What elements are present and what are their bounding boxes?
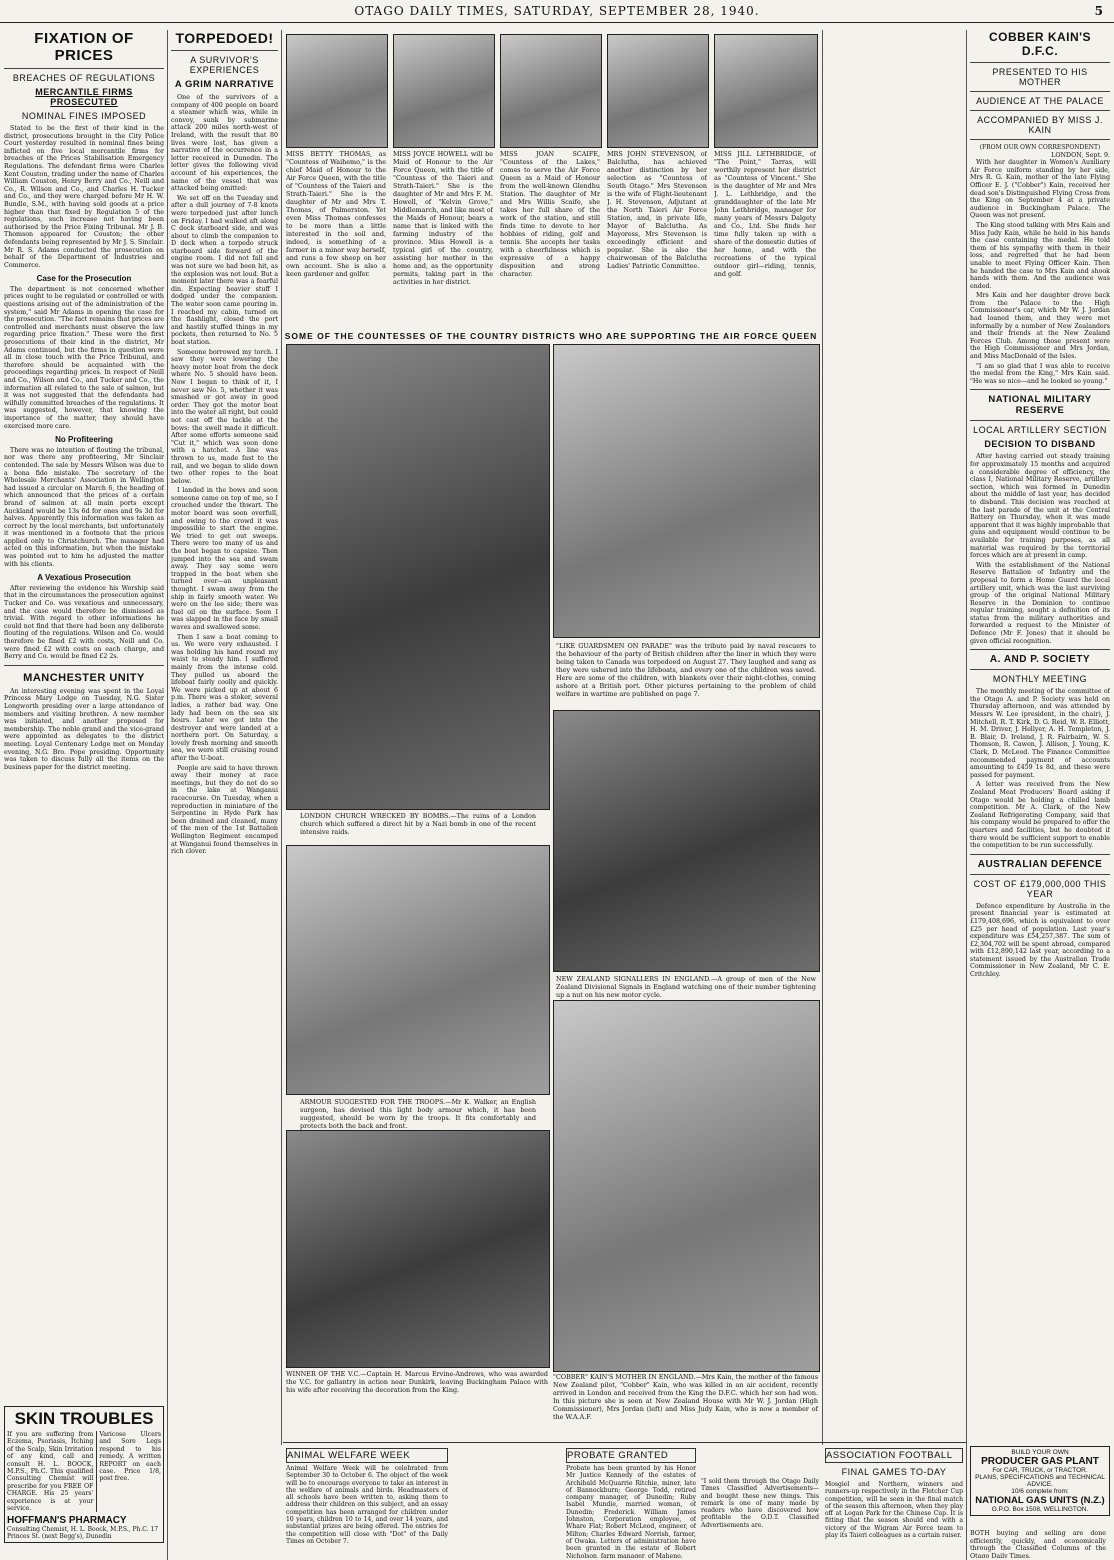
photo-caption-kain: "COBBER" KAIN'S MOTHER IN ENGLAND.—Mrs Kain, the mother of the famous New Zealand pilot, "Cobber" Kain, who was killed in an air accident, recently arrived in London and received from the King the D.F.C. which her son had won. In this picture she is seen at New Zealand House with Mr W. J. Jordan (High Commissioner), Mrs Jordan (left) and Miss Judy Kain, who is now a member of the W.A.A.F. [553, 1373, 818, 1421]
headline: COBBER KAIN'S D.F.C. [988, 30, 1092, 58]
article-body: Mosgiel and Northern, winners and runners-up respectively in the Fletcher Cup competition, will be seen in the final match of the season this afternoon, when they play off at Logan Park for the Chinese Cup. It is fitting that the season should end with a victory of the Wigram Air Force team to play its Taieri colleagues as a curtain raiser. [825, 1481, 963, 1540]
subheading: LOCAL ARTILLERY SECTION [973, 425, 1107, 436]
headline: AUSTRALIAN DEFENCE [977, 858, 1103, 870]
paragraph: The monthly meeting of the committee of the Otago A. and P. Society was held on Thursday afternoon, and was attended by Messrs W. Lee (president, in the chair), J. Mitchell, R. T. Kirk, D. G. Reid, W. R. Elliott, H. M. Driver, J. Hellyer, A. H. Templeton, J. B. Blair, D. Ireland, J. R. Fairbairn, W. S. Thomson, R. Cawen, J. Allison, J. Young, K. Clark, D. McLeod. The Finance Committee recommended payment of accounts amounting to £459 1s 8d, and these were passed for payment. [970, 688, 1110, 779]
headline: TORPEDOED! [175, 30, 274, 46]
article-body [970, 453, 1110, 645]
photo-caption-signallers: NEW ZEALAND SIGNALLERS IN ENGLAND.—A group of men of the New Zealand Divisional Signals in England watching one of their number tightening up a nut on his new motor cycle. [556, 975, 816, 999]
testimonial [701, 1448, 819, 1558]
masthead-title: OTAGO DAILY TIMES, SATURDAY, SEPTEMBER 28, 1940. [354, 4, 760, 18]
ad-address: Consulting Chemist, H. L. Boock, M.P.S., Ph.C. 17 Princes St. (next Begg's), Dunedin [7, 1526, 159, 1541]
church-photo [286, 344, 550, 810]
paragraph: "I am so glad that I was able to receive the medal from the King," Mrs Kain said. "He was so nice—and he looked so young." [970, 362, 1110, 385]
subheading: COST OF £179,000,000 THIS YEAR [973, 878, 1107, 899]
paragraph: I landed in the bows and soon someone came on top of me, so I crouched under the thwart. The motor board was soon overfull, and owing to the crowd it was impossible to start the engine. We tried to get out sweeps. There were too many of us and the boat began to capsize. Then jumped into the sea and swam away. They say some were trapped in the boat when she turned over—an unpleasant thought. I swam away from the ship in fairly smooth water. We were on the lee side; there was fuel oil on the surface. Soon I was slapped in the face by small waves and swallowed some. [171, 487, 278, 631]
article-torpedoed [171, 30, 278, 1448]
article-animal-welfare [286, 1448, 448, 1558]
advertisement-gas-plant [970, 1446, 1110, 1516]
headline: FIXATION OF PRICES [34, 30, 134, 64]
article-probate [566, 1448, 696, 1558]
portrait-photo [500, 34, 602, 148]
portrait-caption: MISS JOAN SCAIFE, "Countess of the Lakes," comes to serve the Air Force Queen as a Maid of Honour from the well-known Glendhu Station. The daughter of Mr and Mrs Willis Scaife, she takes her full share of the work of the station, and still finds time to devote to her hobbies of riding, golf and tennis. She accepts her tasks with a cheerfulness which is expressive of a happy disposition and strong character. [500, 150, 600, 278]
paragraph: We set off on the Tuesday and after a dull journey of 7-8 knots were torpedoed just after lunch on Friday. I had walked aft along C deck starboard side, and was about to climb the companion to D deck when a torpedo struck starboard side forward of the engine room. I did not fall and was not sure we had been hit, as the explosion was not loud. But a moment later there was a fearful din. Expecting heavier stuff I dodged under the companion. The water soon came pouring in. I reached my cabin, turned on the flashlight, closed the port and hastily stuffed things in my pockets, then returned to No. 5 boat station. [171, 194, 278, 346]
paragraph: With the establishment of the National Reserve Battalion of Infantry and the proposal to form a Home Guard the local artillery unit, which was the last surviving group of the original National Military Reserve in the Dominion to continue regular training, sought a definition of its status from the military authorities and forwarded a request to the Minister of Defence (Mr F. Jones) that it should be given official recognition. [970, 561, 1110, 645]
armour-photo [286, 845, 550, 1095]
article-body [970, 903, 1110, 979]
ad-title: SKIN TROUBLES [14, 1409, 154, 1428]
portrait-caption: MRS JOHN STEVENSON, of Balclutha, has achieved another distinction by her selection as "Countess of South Otago." Mrs Stevenson is the wife of Flight-lieutenant J. H. Stevenson, Adjutant at the North Taieri Air Force Station, and, in private life, Mayor of Balclutha. As Mayoress, Mrs Stevenson is exceedingly efficient and popular. She is also the chairwoman of the Balclutha Ladies' Patriotic Committee. [607, 150, 707, 270]
section-heading: A Vexatious Prosecution [37, 573, 131, 583]
ad-line: NATIONAL GAS UNITS (N.Z.) [975, 1495, 1105, 1506]
portrait-photo [607, 34, 709, 148]
page-number: 5 [1094, 4, 1104, 18]
headline: MANCHESTER UNITY [23, 671, 145, 684]
paragraph: With her daughter in Women's Auxiliary Air Force uniform standing by her side, Mrs R. G. Kain, mother of the late Flying Officer E. J. ("Cobber") Kain, received her dead son's Distinguished Flying Cross from the King on September 4 at a private audience in Buckingham Palace. The Queen was not present. [970, 159, 1110, 220]
article-body [171, 94, 278, 856]
subheading: DECISION TO DISBAND [984, 439, 1096, 450]
article-body [970, 688, 1110, 849]
headline: NATIONAL MILITARY RESERVE [988, 394, 1092, 417]
ad-line: PRODUCER GAS PLANT [981, 1456, 1099, 1467]
ad-pharmacy-name: HOFFMAN'S PHARMACY [7, 1515, 127, 1527]
paragraph: Someone borrowed my torch. I saw they were lowering the heavy motor boat from the deck where No. 5 should have been. Now I began to think of it, I never saw No. 5, whether it was smashed or got away in good order. They got the motor boat into the water all right, but could not cast off the tackle at the bows: the swell made it difficult. After some efforts someone said "Cut it," which was soon done with a hatchet. A line was thrown to us, made fast to the rail, and we began to slide down two other ropes to the boat below. [171, 348, 278, 485]
ad-side-text: Varicose Ulcers and Sore Legs respond to his remedy. A written REPORT on each case. Price 1/8, post free. [96, 1431, 161, 1512]
portrait-photo [714, 34, 818, 148]
portrait-photo [393, 34, 495, 148]
paragraph: Then I saw a boat coming to us. We were very exhausted. I was holding his hand round my waist to steady him. I suffered mainly from the intense cold. They pulled us aboard the lifeboat fairly coolly and quickly. We were picked up at about 6 p.m. There was a stoker, several ladies, a rather bad way. One lady had been on the sea six hours. Later we got into the destroyer and were landed at a northern port. On Saturday, a lovely fresh morning and smooth sea, we were still cruising round after the U-boat. [171, 633, 278, 763]
section-heading: No Profiteering [55, 435, 113, 445]
ad-line: 10/6 complete from: [1011, 1488, 1069, 1495]
article-cobber-kain [970, 30, 1110, 1558]
column-rule [822, 30, 823, 1445]
paragraph: Defence expenditure by Australia in the present financial year is estimated at £179,408,696, which is equivalent to over £25 per head of population. Last year's expenditure was £54,257,387. The sum of £2,304,702 will be spent abroad, compared with £12,890,142 last year, according to a statement issued by the Australian Trade Commissioner in New Zealand, Mr C. E. Critchley. [970, 902, 1110, 979]
subheading: BREACHES OF REGULATIONS [12, 73, 156, 83]
vc-winner-photo [286, 1130, 550, 1368]
bottom-strip-rule [283, 1442, 966, 1443]
section-heading: Case for the Prosecution [36, 274, 132, 284]
photo-banner: SOME OF THE COUNTESSES OF THE COUNTRY DISTRICTS WHO ARE SUPPORTING THE AIR FORCE QUEEN [284, 331, 818, 341]
subheading: NOMINAL FINES IMPOSED [21, 111, 147, 121]
subheading: A SURVIVOR'S EXPERIENCES [189, 55, 260, 75]
ad-line: For CAR, TRUCK, or TRACTOR. [992, 1467, 1088, 1474]
children-photo [553, 344, 820, 638]
article-body: Animal Welfare Week will be celebrated from September 30 to October 6. The object of the week will be to encourage everyone to take an interest in the welfare of animals and birds. Headmasters of all schools have been written to, asking them to address their children on this subject, and an essay competition has been arranged for children under 10 years, children 10 to 14, and over 14 years, and substantial prizes are being offered. The entries for the competition will close with "Dot" of the Daily Times on October 7. [286, 1465, 448, 1545]
paragraph: One of the survivors of a company of 400 people on board a steamer which was, while in convoy, sunk by submarine attack 200 miles north-west of Ireland, with the result that 80 lives were lost, has given a narrative of the occurrence in a letter received in Dunedin. The letter gives the following vivid account of his experiences, the name of the vessel that was attacked being omitted: [171, 94, 278, 193]
paragraph: Mrs Kain and her daughter drove back from the Palace to the High Commissioner's car, which Mr W. J. Jordan had loaned them, and they were met informally by a number of New Zealanders and their friends at the New Zealand Forces Club. Among those present were the High Commissioner and Mrs Jordan, and Miss MacDonald of the Isles. [970, 292, 1110, 361]
paragraph: A letter was received from the New Zealand Meat Producers' Board asking if Otago would be holding a chilled lamb competition. Mr A. Clark, of the New Zealand Refrigerating Company, said that his company would be prepared to offer the quarters and facilities, but he doubted if there would be sufficient support to enable the competition to be run successfully. [970, 781, 1110, 850]
subheading: AUDIENCE AT THE PALACE [976, 96, 1104, 106]
subheading: MONTHLY MEETING [992, 674, 1088, 685]
column-rule [167, 30, 168, 1560]
dateline: (FROM OUR OWN CORRESPONDENT) [979, 144, 1101, 151]
column-rule [966, 30, 967, 1560]
subheading: PRESENTED TO HIS MOTHER [992, 67, 1088, 87]
headline: ANIMAL WELFARE WEEK [286, 1448, 448, 1463]
classified-notice: BOTH buying and selling are done efficiently, quickly, and economically through the Classified Columns of the Otago Daily Times. [970, 1530, 1106, 1558]
paragraph: After reviewing the evidence his Worship said that in the circumstances the prosecution against Tucker and Co. was vexatious and unnecessary, and the case would therefore be dismissed as trivial. With regard to other informations he could not find that there had been any deliberate flouting of the regulations. Wilson and Co. would therefore be fined £2 with costs, Neill and Co. were fined £2 with costs on each charge, and Berry and Co. would be fined £2 2s. [4, 584, 164, 661]
place-date: LONDON, Sept. 9. [1051, 151, 1110, 159]
article-fixation-of-prices [4, 30, 164, 1558]
ad-line: PLANS, SPECIFICATIONS and TECHNICAL ADVICE. [975, 1474, 1105, 1488]
article-body: Probate has been granted by his Honor Mr Justice Kennedy of the estates of Archibald McQuarrie Ritchie, miner, late of Bannockburn; George Todd, retired company manager, of Dunedin; Ruby Isabel Mundie, married woman, of Dunedin; Frederick William James Johnston, Corporation employee, of Whare Flat; Robert McLeod, engineer, of Milton; Charles Edward Norrish, farmer, of Owaka. Letters of administration have been granted in the estate of Robert Nicholson, farm manager, of Maheno. [566, 1465, 696, 1558]
column-rule [281, 30, 282, 1445]
signallers-photo [553, 710, 820, 972]
paragraph: An interesting evening was spent in the Loyal Princess Mary Lodge on Tuesday, N.G. Sister Longworth presiding over a large attendance of members and visiting brethren. A new member was initiated, and another proposed for membership. The noble grand and the vice-grand were appointed as delegates to the district meeting. Loyal Centenary Lodge met on Monday evening, N.G. Bro. Pope presiding. Opportunity was taken to discuss fully all the items on the business paper for the district meeting. [4, 687, 164, 771]
paragraph: People are said to have thrown away their money at race meetings, but they do not do so in the lake at Wanganui racecourse. On Tuesday, when a reproduction in miniature of the Serpentine in Hyde Park has been drained and cleaned, many of the men of the 1st Battalion Wellington Regiment encamped at Wanganui found themselves in rich clover. [171, 764, 278, 856]
subheading: MERCANTILE FIRMS PROSECUTED [35, 87, 133, 107]
subheading: ACCOMPANIED BY MISS J. KAIN [977, 115, 1103, 135]
photo-caption-guardsmen: "LIKE GUARDSMEN ON PARADE" was the tribute paid by naval rescuers to the behaviour of the party of British children after the liner in which they were being taken to Canada was torpedoed on August 27. They laughed and sang as they were ushered into the lifeboats, and every one of the children was saved. Here are some of the children, with blankets over their night-clothes, coming ashore at a British port. Other pictures pertaining to the problem of child welfare in wartime are published on page 7. [556, 642, 816, 698]
portrait-caption: MISS JILL LETHBRIDGE, of "The Point," Tarras, will worthily represent her district as "Countess of Vincent." She is the daughter of Mr and Mrs J. L. Lethbridge, and the granddaughter of the late Mr John Lethbridge, manager for many years of Messrs Dalgety and Co., Ltd. She finds her time fully taken up with a share of the domestic duties of her home, and with the recreations of the typical outdoor girl—riding, tennis, and golf. [714, 150, 816, 278]
subheading: FINAL GAMES TO-DAY [841, 1467, 947, 1477]
photo-caption-armour: ARMOUR SUGGESTED FOR THE TROOPS.—Mr K. Walker, an English surgeon, has devised this light body armour which, it has been suggested, should be worn by the troops. It fits comfortably and protects both the back and front. [300, 1098, 536, 1130]
photo-caption-church: LONDON CHURCH WRECKED BY BOMBS.—The ruins of a London church which suffered a direct hit by a Nazi bomb in one of the recent intensive raids. [300, 812, 536, 836]
ad-line: BUILD YOUR OWN [1011, 1449, 1069, 1456]
paragraph: After having carried out steady training for approximately 15 months and acquired a considerable degree of efficiency, the class I, National Military Reserve, artillery section, which was formed in Dunedin about the middle of last year, has decided to disband. This decision was reached at the last parade of the unit at the Central Battery on Thursday, when it was made apparent that it was highly improbable that guns and equipment would continue to be available for training purposes, as all material was required by the territorial forces which are at present in camp. [970, 453, 1110, 560]
article-body [4, 688, 164, 772]
headline: ASSOCIATION FOOTBALL [825, 1448, 963, 1463]
paragraph: The department is not concerned whether prices ought to be regulated or controlled or with questions arising out of the administration of the system," said Mr Adams in opening the case for the prosecution. "The fact remains that prices are controlled and merchants must observe the law regarding price fixation." These were the first prosecutions of their kind in the district, Mr Adams continued, but the firms in question were all in close touch with the Price Tribunal, and therefore should be acquainted with the proceedings regarding prices. In respect of Neill and Co., Wilson and Co., and Tucker and Co., the information all related to the sale of salmon, but it was not suggested that the defendants had wilfully committed breaches of the regulations. It was suggested, however, that knowing the importance of the matter, they should have exercised more care. [4, 285, 164, 430]
masthead [0, 0, 1114, 23]
headline: PROBATE GRANTED [566, 1448, 696, 1463]
paragraph: There was no intention of flouting the tribunal, nor was there any profiteering, Mr Sinclair contended. The sale by Messrs Wilson was due to a bona fide mistake. The secretary of the Wholesale Merchants' Association in Wellington had issued a circular on March 6, the heading of which announced that the prices of a certain brand of salmon at all main ports except Auckland would be 13s 6d for ones and 9s 3d for halves. Apparently this information was taken as correct by the local merchants, but unfortunately it was mentioned in a footnote that the prices applied only to Christchurch. The manager had acted on this information, but when the mistake was pointed out to him he adjusted the matter with his clients. [4, 446, 164, 568]
testimonial-text: "I sold them through the Otago Daily Times Classified Advertisements—and bought these new things. This remark is one of many made by readers who have discovered how profitable the O.D.T. Classified Advertisements are. [701, 1478, 819, 1529]
article-body [970, 159, 1110, 385]
portrait-caption: MISS JOYCE HOWELL will be Maid of Honour to the Air Force Queen, with the title of "Countess of the Taieri and Strath-Taieri." She is the daughter of Mr and Mrs F. M. Howell, of "Kelvin Grove," Middlemarch, and like most of the Maids of Honour, bears a name that is linked with the farming industry of the province. Miss Howell is a typical girl of the country, assisting her mother in the home and, as the opportunity permits, taking part in the activities in her district. [393, 150, 493, 286]
article-association-football [825, 1448, 963, 1558]
article-body [4, 125, 164, 661]
kain-mother-photo [553, 1000, 820, 1372]
paragraph: The King stood talking with Mrs Kain and Miss Judy Kain, while he held in his hands the case containing the medal. He told them of his sympathy with them in their loss, and regretted that he had been unable to meet Flying Officer Kain. Then he handed the case to Mrs Kain and shook hands with them. And the audience was ended. [970, 221, 1110, 290]
ad-line: G.P.O. Box 1508, WELLINGTON. [991, 1506, 1089, 1513]
subheading: A GRIM NARRATIVE [174, 79, 275, 90]
article-animal-welfare-cont [453, 1448, 561, 1558]
portrait-photo [286, 34, 388, 148]
photo-caption-vc: WINNER OF THE V.C.—Captain H. Marcus Ervine-Andrews, who was awarded the V.C. for gallantry in action near Dunkirk, leaving Buckingham Palace with his wife after receiving the decoration from the King. [286, 1370, 548, 1394]
headline: A. AND P. SOCIETY [989, 654, 1091, 666]
ad-text: If you are suffering from Eczema, Psoriasis, Itching of the Scalp, Skin Irritation of any kind, call and consult H. L. BOOCK, M.P.S., Ph.C. This qualified Consulting Chemist will prescribe for you FREE OF CHARGE. His 25 years' experience is at your service. [7, 1431, 94, 1513]
advertisement-hoffmans [4, 1406, 164, 1543]
paragraph: Stated to be the first of their kind in the district, prosecutions brought in the City Police Court yesterday resulted in nominal fines being inflicted on five local mercantile firms for breaches of the Prices Stabilisation Emergency Regulations. The defendant firms were Charles Kent Couston, trading under the name of Charles William Couston, Henry Berry and Co., Neill and Co., R. Wilson and Co., and Charles H. Tucker and Co., and they were charged before Mr H. W. Bundle, S.M., with having sold goods at a price higher than that fixed by Regulation 5 of the regulations, such increase not having been authorised by the Price Fixing Tribunal. Mr J. B. Thomson appeared for Couston; the other defendants being represented by Mr J. S. Sinclair. Mr R. S. Adams conducted the prosecution on behalf of the Department of Industries and Commerce. [4, 125, 164, 269]
portrait-caption: MISS BETTY THOMAS, as "Countess of Waihemo," is the chief Maid of Honour to the Air Force Queen, with the title of "Countess of the Taieri and Strath-Taieri." She is the daughter of Mr and Mrs T. Thomas, of Palmerston. Yet even Miss Thomas confesses to be more than a little interested in the soil and, indeed, is something of a farmer in a minor way herself, and runs a few sheep on her own account. She is also a keen gardener and golfer. [286, 150, 386, 278]
